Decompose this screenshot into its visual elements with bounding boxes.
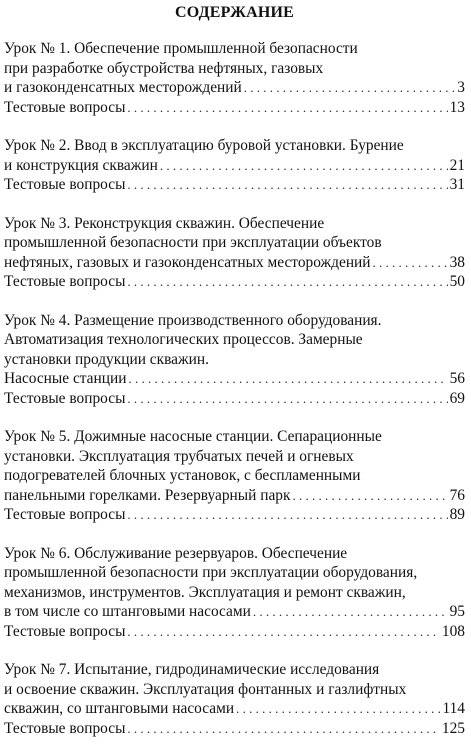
lesson-title-line: промышленной безопасности при эксплуатации объектов xyxy=(4,234,382,251)
dot-leader xyxy=(373,253,448,273)
toc-test-entry-text: Тестовые вопросы xyxy=(4,389,126,407)
toc-entry[interactable] xyxy=(4,156,465,176)
page-number: 38 xyxy=(449,253,465,271)
toc-test-entry[interactable] xyxy=(4,719,465,739)
dot-leader xyxy=(127,98,447,118)
dot-leader xyxy=(128,369,447,389)
toc-lesson-3 xyxy=(4,214,465,292)
page-number: 114 xyxy=(442,700,465,717)
dot-leader xyxy=(127,389,447,409)
toc-test-entry-text: Тестовые вопросы xyxy=(4,176,126,193)
dot-leader xyxy=(244,78,456,98)
lesson-title-line: механизмов, инструментов. Эксплуатация и ремонт скважин, xyxy=(4,583,406,601)
page-number: 125 xyxy=(441,719,465,737)
dot-leader xyxy=(127,622,440,642)
lesson-title-line: подогревателей блочных установок, с беспламенными xyxy=(4,467,361,484)
toc-entry-text: нефтяных, газовых и газоконденсатных месторождений xyxy=(4,253,371,271)
page-number: 3 xyxy=(457,79,465,96)
page-number: 95 xyxy=(449,603,465,620)
lesson-title-line: Урок № 4. Размещение производственного оборудования. xyxy=(4,311,382,329)
dot-leader xyxy=(160,156,448,176)
toc-test-entry-text: Тестовые вопросы xyxy=(4,98,126,116)
toc-test-entry-text: Тестовые вопросы xyxy=(4,622,126,640)
toc-entry[interactable] xyxy=(4,486,465,506)
lesson-title-line: установки. Эксплуатация трубчатых печей и огневых xyxy=(4,447,354,465)
dot-leader xyxy=(127,175,447,195)
toc-lesson-1 xyxy=(4,39,465,117)
toc-list xyxy=(4,39,465,738)
toc-entry-text: и конструкция скважин xyxy=(4,156,158,174)
toc-heading: СОДЕРЖАНИЕ xyxy=(174,4,295,21)
lesson-title-line: при разработке обустройства нефтяных, газовых xyxy=(4,59,324,77)
toc-entry[interactable] xyxy=(4,369,465,389)
page-number: 31 xyxy=(449,176,465,193)
toc-test-entry-text: Тестовые вопросы xyxy=(4,719,126,737)
lesson-title-line: Автоматизация технологических процессов. Замерные xyxy=(4,331,363,348)
lesson-title-line: Урок № 7. Испытание, гидродинамические исследования xyxy=(4,661,380,678)
toc-lesson-4 xyxy=(4,311,465,409)
lesson-title-line: Урок № 2. Ввод в эксплуатацию буровой установки. Бурение xyxy=(4,137,404,154)
lesson-title-line: Урок № 6. Обслуживание резервуаров. Обеспечение xyxy=(4,544,348,562)
dot-leader xyxy=(127,505,447,525)
page-number: 13 xyxy=(449,98,465,116)
toc-entry-text: панельными горелками. Резервуарный парк xyxy=(4,486,291,504)
toc-test-entry[interactable] xyxy=(4,98,465,118)
dot-leader xyxy=(292,486,447,506)
lesson-title-line: промышленной безопасности при эксплуатации оборудования, xyxy=(4,564,418,581)
toc-lesson-5 xyxy=(4,427,465,525)
dot-leader xyxy=(236,699,440,719)
toc-test-entry[interactable] xyxy=(4,272,465,292)
toc-test-entry[interactable] xyxy=(4,505,465,525)
toc-entry[interactable] xyxy=(4,253,465,273)
page-number: 69 xyxy=(449,389,465,407)
page-number: 50 xyxy=(449,273,465,290)
lesson-title-line: Урок № 1. Обеспечение промышленной безопасности xyxy=(4,40,358,57)
lesson-title-line: установки продукции скважин. xyxy=(4,350,209,368)
toc-entry-text: в том числе со штанговыми насосами xyxy=(4,603,251,620)
toc-entry[interactable] xyxy=(4,78,465,98)
dot-leader xyxy=(127,272,447,292)
dot-leader xyxy=(127,719,440,739)
toc-entry[interactable] xyxy=(4,699,465,719)
dot-leader xyxy=(253,602,448,622)
toc-entry-text: и газоконденсатных месторождений xyxy=(4,79,242,96)
page-number: 56 xyxy=(449,370,465,387)
page-number: 108 xyxy=(441,622,465,640)
page-number: 21 xyxy=(449,156,465,174)
toc-test-entry-text: Тестовые вопросы xyxy=(4,506,126,523)
page-number: 89 xyxy=(449,506,465,523)
toc-test-entry[interactable] xyxy=(4,175,465,195)
toc-lesson-2 xyxy=(4,136,465,195)
toc-entry[interactable] xyxy=(4,602,465,622)
toc-lesson-6 xyxy=(4,544,465,642)
page-number: 76 xyxy=(449,486,465,504)
toc-entry-text: скважин, со штанговыми насосами xyxy=(4,700,235,717)
toc-test-entry[interactable] xyxy=(4,622,465,642)
toc-test-entry-text: Тестовые вопросы xyxy=(4,273,126,290)
toc-lesson-7 xyxy=(4,660,465,738)
toc-entry-text: Насосные станции xyxy=(4,370,127,387)
lesson-title-line: и освоение скважин. Эксплуатация фонтанных и газлифтных xyxy=(4,680,407,698)
lesson-title-line: Урок № 3. Реконструкция скважин. Обеспечение xyxy=(4,214,325,232)
lesson-title-line: Урок № 5. Дожимные насосные станции. Сепарационные xyxy=(4,428,382,445)
toc-test-entry[interactable] xyxy=(4,389,465,409)
